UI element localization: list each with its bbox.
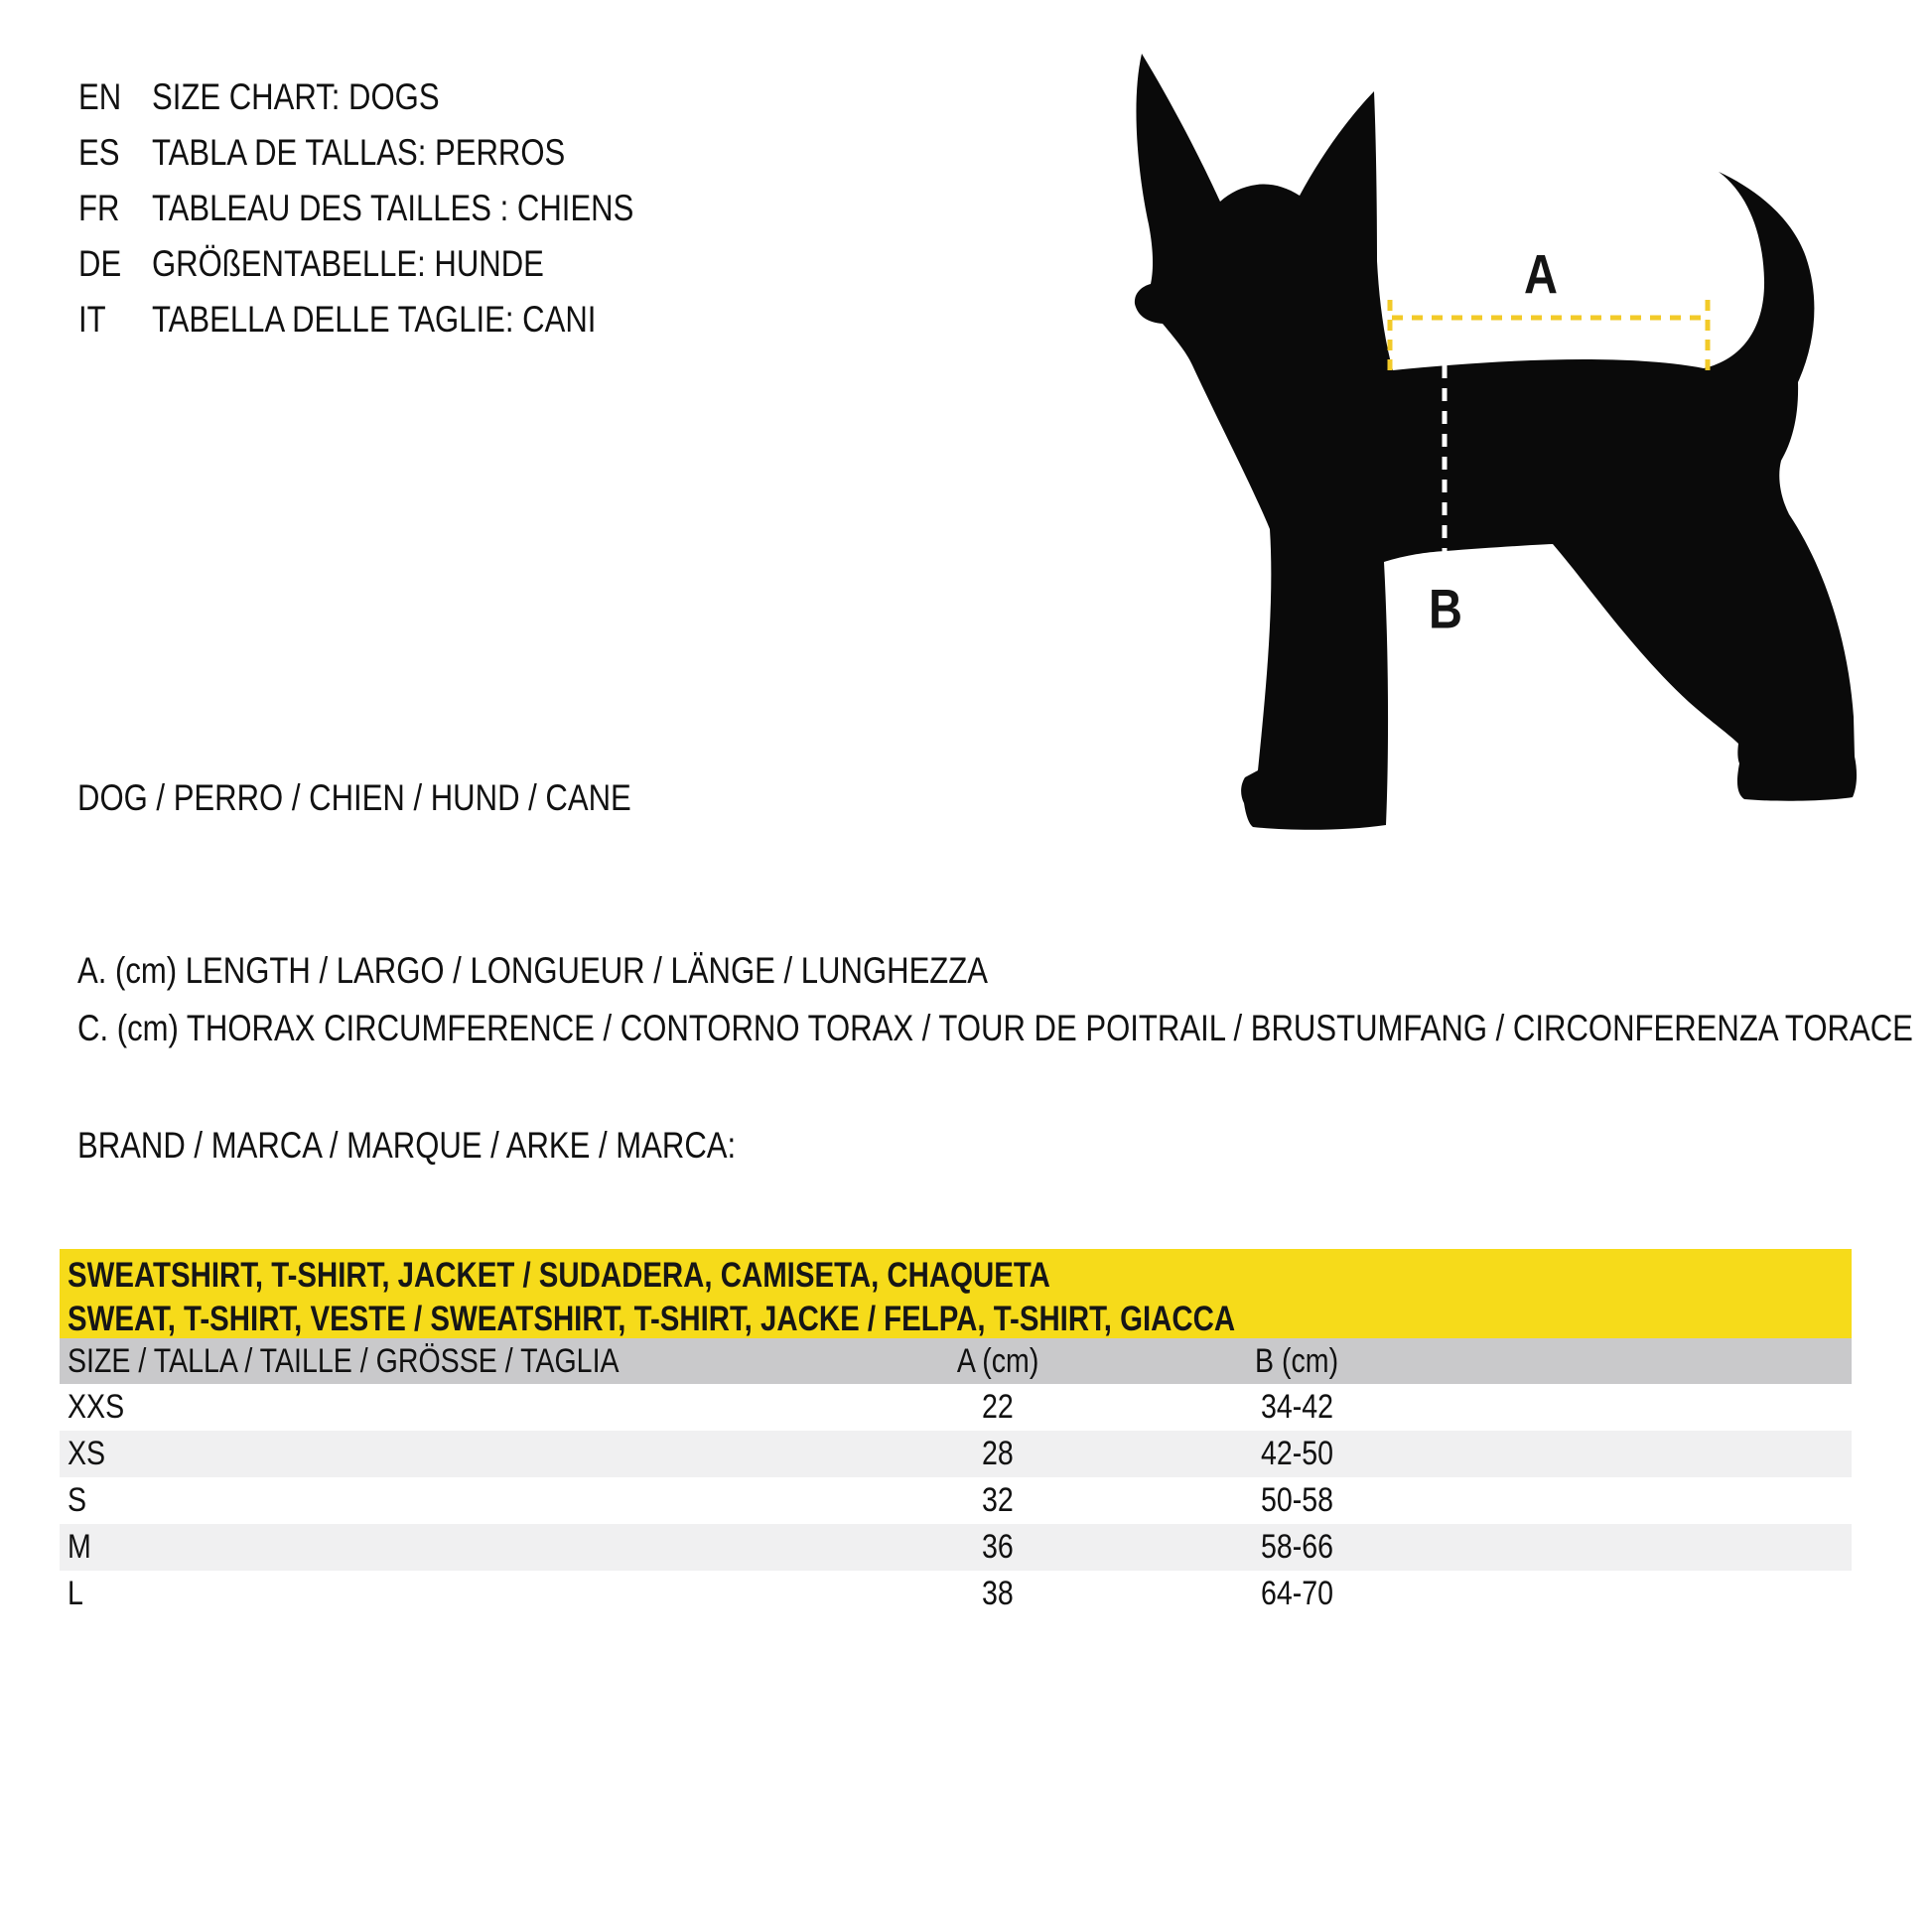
table-row-l (60, 1571, 1852, 1617)
cell-b: 34-42 (1260, 1388, 1333, 1426)
lang-code: EN (78, 76, 122, 117)
marker-b-label: B (1429, 577, 1462, 640)
cell-size: L (68, 1575, 83, 1612)
cell-a: 28 (982, 1435, 1014, 1472)
banner-line-2: SWEAT, T-SHIRT, VESTE / SWEATSHIRT, T-SHIRT, JACKE / FELPA, T-SHIRT, GIACCA (68, 1300, 1236, 1338)
cell-size: XS (68, 1435, 106, 1472)
cell-size: XXS (68, 1388, 125, 1426)
cell-a: 36 (982, 1528, 1014, 1566)
cell-b: 42-50 (1260, 1435, 1333, 1472)
banner-line-1: SWEATSHIRT, T-SHIRT, JACKET / SUDADERA, CAMISETA, CHAQUETA (68, 1256, 1050, 1295)
marker-a-label: A (1524, 242, 1558, 306)
cell-b: 58-66 (1260, 1528, 1333, 1566)
table-row-xxs (60, 1384, 1852, 1431)
cell-a: 32 (982, 1481, 1014, 1519)
brand-label: BRAND / MARCA / MARQUE / ARKE / MARCA: (77, 1125, 737, 1166)
lang-title: SIZE CHART: DOGS (152, 76, 440, 117)
thorax-definition-line: C. (cm) THORAX CIRCUMFERENCE / CONTORNO TORAX / TOUR DE POITRAIL / BRUSTUMFANG / CIRCONFERENZA TORACE (77, 1008, 1913, 1048)
garment-type-banner (60, 1249, 1852, 1338)
cell-a: 38 (982, 1575, 1014, 1612)
lang-title: TABLA DE TALLAS: PERROS (152, 132, 566, 173)
dog-silhouette (1135, 54, 1857, 830)
lang-code: DE (78, 243, 122, 284)
animal-label: DOG / PERRO / CHIEN / HUND / CANE (77, 777, 631, 818)
cell-size: S (68, 1481, 87, 1519)
table-row-m (60, 1524, 1852, 1571)
cell-b: 50-58 (1260, 1481, 1333, 1519)
header-size: SIZE / TALLA / TAILLE / GRÖSSE / TAGLIA (68, 1341, 620, 1380)
table-row-s (60, 1477, 1852, 1524)
lang-code: ES (78, 132, 120, 173)
lang-code: IT (78, 299, 106, 340)
lang-code: FR (78, 188, 120, 228)
cell-size: M (68, 1528, 91, 1566)
cell-a: 22 (982, 1388, 1014, 1426)
lang-title: GRÖßENTABELLE: HUNDE (152, 243, 544, 284)
cell-b: 64-70 (1260, 1575, 1333, 1612)
lang-title: TABLEAU DES TAILLES : CHIENS (152, 188, 634, 228)
length-definition-line: A. (cm) LENGTH / LARGO / LONGUEUR / LÄNGE / LUNGHEZZA (77, 950, 989, 991)
size-table-header (60, 1338, 1852, 1384)
size-table (60, 1338, 1852, 1617)
table-row-xs (60, 1431, 1852, 1477)
lang-title: TABELLA DELLE TAGLIE: CANI (152, 299, 597, 340)
header-a-cm: A (cm) (956, 1341, 1039, 1380)
header-b-cm: B (cm) (1254, 1341, 1339, 1380)
